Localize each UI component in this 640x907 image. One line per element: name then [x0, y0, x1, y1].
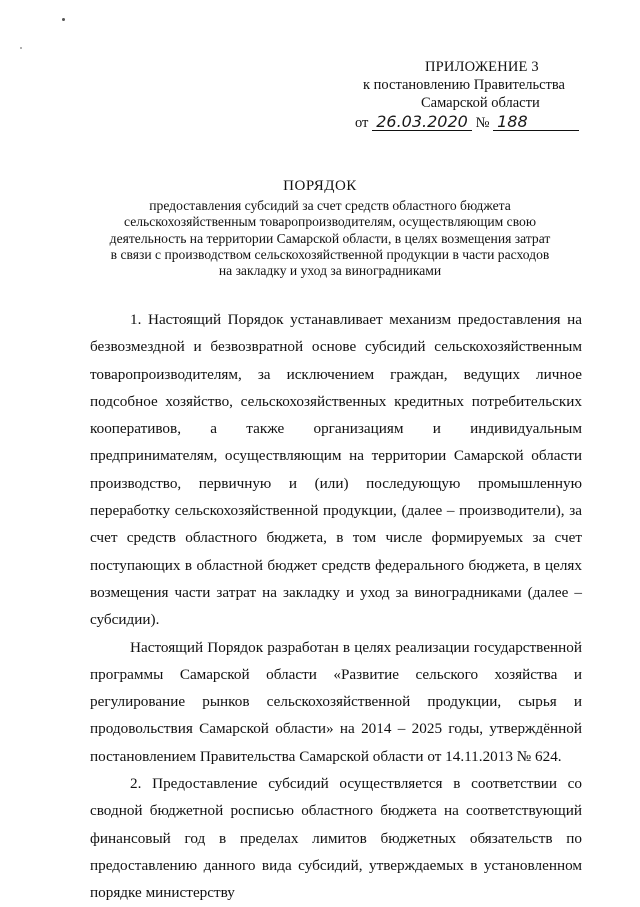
- date-prefix: от: [355, 115, 369, 131]
- annex-date-number-line: [355, 114, 595, 132]
- handwritten-number: 188: [493, 114, 579, 131]
- annex-resolution-line: к постановлению Правительства: [363, 77, 565, 93]
- handwritten-date: 26.03.2020: [372, 114, 472, 131]
- subtitle-line: деятельность на территории Самарской области, в целях возмещения затрат: [109, 230, 551, 246]
- subtitle-line: сельскохозяйственным товаропроизводителям, осуществляющим свою: [124, 214, 536, 230]
- subtitle-line: предоставления субсидий за счет средств областного бюджета: [149, 198, 511, 213]
- body-paragraph: Настоящий Порядок разработан в целях реализации государственной программы Самарской области «Развитие сельского хозяйства и регулирование рынков сельскохозяйственной продукции, сырья и продовольствия Самарской области» на 2014 – 2025 годы, утверждённой постановлением Правительства Самарской области от 14.11.2013 № 624.: [90, 638, 582, 765]
- scan-speck: [20, 47, 22, 49]
- annex-title: ПРИЛОЖЕНИЕ 3: [425, 59, 539, 75]
- number-prefix: №: [475, 115, 490, 131]
- annex-header: [355, 58, 595, 132]
- subtitle-line: на закладку и уход за виноградниками: [218, 263, 442, 279]
- annex-region-line: Самарской области: [421, 95, 540, 111]
- scan-speck: [62, 18, 65, 21]
- body-paragraph: 2. Предоставление субсидий осуществляется в соответствии со сводной бюджетной росписью областного бюджета на соответствующий финансовый год в пределах лимитов бюджетных обязательств по предоставлению данного вида субсидий, утверждаемых в установленном порядке министерству: [90, 775, 582, 902]
- subtitle-line: в связи с производством сельскохозяйственной продукции в части расходов: [110, 246, 550, 262]
- document-subtitle: [80, 198, 580, 279]
- document-body: [90, 306, 582, 907]
- body-paragraph: 1. Настоящий Порядок устанавливает механизм предоставления на безвозмездной и безвозвратной основе субсидий сельскохозяйственным товаропроизводителям, за исключением граждан, ведущих личное подсобное хозяйство, сельскохозяйственных кредитных потребительских кооперативов, а также организациям и индивидуальным предпринимателям, осуществляющим на территории Самарской области производство, первичную и (или) последующую промышленную переработку сельскохозяйственной продукции, (далее – производители), за счет средств областного бюджета, в том числе формируемых за счет поступающих в областной бюджет средств федерального бюджета, в целях возмещения части затрат на закладку и уход за виноградниками (далее – субсидии).: [90, 311, 582, 629]
- document-title: ПОРЯДОК: [283, 178, 357, 194]
